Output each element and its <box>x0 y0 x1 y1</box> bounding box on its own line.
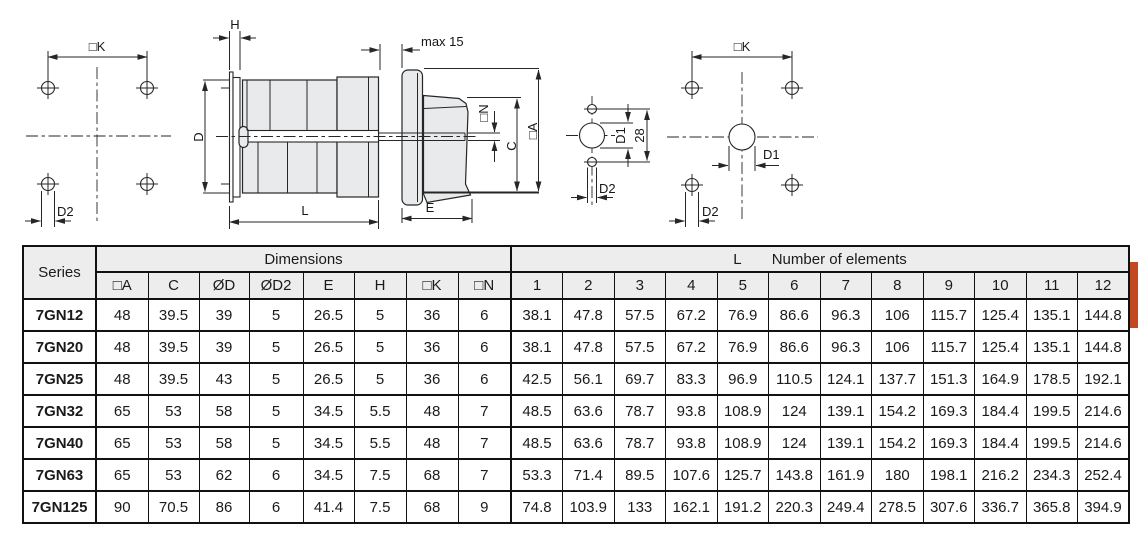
dimension-value-cell: 58 <box>199 395 249 427</box>
front-plate <box>402 70 423 205</box>
mounting-hole <box>37 173 59 195</box>
length-value-cell: 220.3 <box>769 491 821 523</box>
length-value-cell: 107.6 <box>666 459 718 491</box>
length-value-cell: 78.7 <box>614 427 666 459</box>
length-value-cell: 124 <box>769 427 821 459</box>
number-of-elements-label: Number of elements <box>771 250 907 268</box>
length-value-cell: 178.5 <box>1026 363 1078 395</box>
dim-column-header: □A <box>96 272 148 299</box>
dimension-value-cell: 65 <box>96 427 148 459</box>
length-value-cell: 106 <box>872 299 924 331</box>
dimension-value-cell: 5 <box>249 331 303 363</box>
length-value-cell: 164.9 <box>975 363 1027 395</box>
length-value-cell: 124 <box>769 395 821 427</box>
element-count-header: 6 <box>769 272 821 299</box>
length-value-cell: 278.5 <box>872 491 924 523</box>
shaft-hole-d1 <box>580 123 605 148</box>
length-value-cell: 78.7 <box>614 395 666 427</box>
mounting-hole <box>681 77 703 99</box>
element-count-header: 2 <box>563 272 615 299</box>
table-header-group-row <box>23 246 1129 272</box>
length-value-cell: 135.1 <box>1026 331 1078 363</box>
dimension-value-cell: 5 <box>249 427 303 459</box>
dimension-value-cell: 34.5 <box>303 395 354 427</box>
dimension-value-cell: 41.4 <box>303 491 354 523</box>
dimension-value-cell: 6 <box>249 491 303 523</box>
length-value-cell: 216.2 <box>975 459 1027 491</box>
length-value-cell: 199.5 <box>1026 427 1078 459</box>
dimension-value-cell: 9 <box>458 491 511 523</box>
dimension-value-cell: 7 <box>458 395 511 427</box>
dimension-value-cell: 26.5 <box>303 331 354 363</box>
dim-label-d: D <box>191 132 206 142</box>
element-count-header: 10 <box>975 272 1027 299</box>
length-value-cell: 115.7 <box>923 299 975 331</box>
dimension-value-cell: 39.5 <box>148 363 199 395</box>
length-value-cell: 125.4 <box>975 331 1027 363</box>
length-value-cell: 93.8 <box>666 427 718 459</box>
length-value-cell: 115.7 <box>923 331 975 363</box>
length-value-cell: 125.7 <box>717 459 769 491</box>
length-value-cell: 199.5 <box>1026 395 1078 427</box>
length-value-cell: 137.7 <box>872 363 924 395</box>
length-value-cell: 144.8 <box>1078 299 1130 331</box>
length-value-cell: 124.1 <box>820 363 872 395</box>
dim-label-c: C <box>504 141 519 151</box>
length-value-cell: 48.5 <box>511 395 563 427</box>
table-body <box>23 299 1129 523</box>
length-value-cell: 76.9 <box>717 299 769 331</box>
length-value-cell: 214.6 <box>1078 427 1130 459</box>
length-value-cell: 108.9 <box>717 427 769 459</box>
dimension-value-cell: 53 <box>148 459 199 491</box>
dimension-value-cell: 65 <box>96 459 148 491</box>
mounting-hole <box>781 174 803 196</box>
length-value-cell: 63.6 <box>563 395 615 427</box>
dimension-d2 <box>25 191 74 227</box>
dimension-value-cell: 39.5 <box>148 299 199 331</box>
length-value-cell: 86.6 <box>769 331 821 363</box>
length-value-cell: 252.4 <box>1078 459 1130 491</box>
l-header-label: L <box>733 250 742 268</box>
length-value-cell: 96.3 <box>820 299 872 331</box>
elements-header <box>511 246 1129 272</box>
dimension-value-cell: 48 <box>96 363 148 395</box>
table-row <box>23 395 1129 427</box>
dim-column-header: ØD2 <box>249 272 303 299</box>
length-value-cell: 38.1 <box>511 331 563 363</box>
dimension-value-cell: 5 <box>354 331 406 363</box>
dimension-value-cell: 5 <box>249 395 303 427</box>
dimension-value-cell: 58 <box>199 427 249 459</box>
dimension-value-cell: 53 <box>148 395 199 427</box>
dimensions-header-label: Dimensions <box>264 250 343 268</box>
dim-column-header: E <box>303 272 354 299</box>
dim-label-d2: D2 <box>599 181 616 196</box>
dim-label-l: L <box>301 203 309 218</box>
dim-label-d2: D2 <box>702 204 719 219</box>
dimension-value-cell: 62 <box>199 459 249 491</box>
dimension-value-cell: 5 <box>249 363 303 395</box>
dim-label-square-k: □K <box>733 39 751 54</box>
dimension-value-cell: 48 <box>406 395 458 427</box>
dimension-value-cell: 65 <box>96 395 148 427</box>
length-value-cell: 53.3 <box>511 459 563 491</box>
length-value-cell: 151.3 <box>923 363 975 395</box>
dim-column-header: ØD <box>199 272 249 299</box>
element-count-header: 11 <box>1026 272 1078 299</box>
length-value-cell: 110.5 <box>769 363 821 395</box>
knob <box>424 96 471 203</box>
dimension-d2 <box>669 192 719 227</box>
mounting-hole <box>136 77 158 99</box>
dim-label-square-k: □K <box>88 39 106 54</box>
length-value-cell: 106 <box>872 331 924 363</box>
length-value-cell: 184.4 <box>975 427 1027 459</box>
dimension-value-cell: 26.5 <box>303 299 354 331</box>
length-value-cell: 184.4 <box>975 395 1027 427</box>
length-value-cell: 89.5 <box>614 459 666 491</box>
length-value-cell: 191.2 <box>717 491 769 523</box>
length-value-cell: 162.1 <box>666 491 718 523</box>
dimension-d2 <box>571 168 616 204</box>
dimension-value-cell: 6 <box>458 331 511 363</box>
dimension-value-cell: 36 <box>406 363 458 395</box>
length-value-cell: 48.5 <box>511 427 563 459</box>
drawing-mounting-pattern-right <box>667 39 818 227</box>
length-value-cell: 83.3 <box>666 363 718 395</box>
dimension-value-cell: 5 <box>354 363 406 395</box>
length-value-cell: 161.9 <box>820 459 872 491</box>
dim-label-h: H <box>230 17 240 32</box>
dimension-value-cell: 6 <box>249 459 303 491</box>
length-value-cell: 143.8 <box>769 459 821 491</box>
dimension-value-cell: 48 <box>406 427 458 459</box>
dim-label-max15: max 15 <box>421 34 464 49</box>
length-value-cell: 67.2 <box>666 331 718 363</box>
length-value-cell: 135.1 <box>1026 299 1078 331</box>
length-value-cell: 365.8 <box>1026 491 1078 523</box>
mounting-hole <box>136 173 158 195</box>
dimension-value-cell: 36 <box>406 299 458 331</box>
dimension-square-n <box>468 104 500 162</box>
dimension-l <box>230 200 379 229</box>
length-value-cell: 139.1 <box>820 395 872 427</box>
length-value-cell: 214.6 <box>1078 395 1130 427</box>
length-value-cell: 103.9 <box>563 491 615 523</box>
dimension-value-cell: 39 <box>199 331 249 363</box>
drawing-shaft-holes <box>566 96 650 208</box>
center-hole-d1 <box>729 124 755 150</box>
series-cell: 7GN125 <box>23 491 96 523</box>
dimensions-header <box>96 246 511 272</box>
series-header: Series <box>23 246 96 299</box>
length-value-cell: 47.8 <box>563 331 615 363</box>
mounting-hole <box>681 174 703 196</box>
dimensions-table <box>22 245 1130 524</box>
dimension-value-cell: 39.5 <box>148 331 199 363</box>
dimension-h <box>213 17 256 70</box>
element-count-header: 3 <box>614 272 666 299</box>
series-cell: 7GN25 <box>23 363 96 395</box>
length-value-cell: 42.5 <box>511 363 563 395</box>
page-edge-tab <box>1130 262 1138 328</box>
dimension-value-cell: 7 <box>458 427 511 459</box>
dim-column-header: H <box>354 272 406 299</box>
dimension-value-cell: 53 <box>148 427 199 459</box>
dim-label-square-n: □N <box>476 104 491 122</box>
table-row <box>23 331 1129 363</box>
dim-label-e: E <box>425 200 435 215</box>
dimension-c <box>504 99 519 191</box>
length-value-cell: 57.5 <box>614 331 666 363</box>
dimension-value-cell: 5 <box>249 299 303 331</box>
length-value-cell: 307.6 <box>923 491 975 523</box>
table-row <box>23 427 1129 459</box>
dimension-value-cell: 48 <box>96 331 148 363</box>
dim-column-header: □K <box>406 272 458 299</box>
element-count-header: 9 <box>923 272 975 299</box>
mounting-hole <box>37 77 59 99</box>
dimension-square-k <box>48 39 147 79</box>
length-value-cell: 63.6 <box>563 427 615 459</box>
length-value-cell: 192.1 <box>1078 363 1130 395</box>
dimension-value-cell: 7.5 <box>354 491 406 523</box>
length-value-cell: 74.8 <box>511 491 563 523</box>
length-value-cell: 57.5 <box>614 299 666 331</box>
element-count-header: 12 <box>1078 272 1130 299</box>
dimension-value-cell: 6 <box>458 363 511 395</box>
dim-column-header: C <box>148 272 199 299</box>
series-cell: 7GN20 <box>23 331 96 363</box>
dimension-value-cell: 36 <box>406 331 458 363</box>
length-value-cell: 249.4 <box>820 491 872 523</box>
dimension-value-cell: 39 <box>199 299 249 331</box>
table-row <box>23 299 1129 331</box>
length-value-cell: 144.8 <box>1078 331 1130 363</box>
length-value-cell: 38.1 <box>511 299 563 331</box>
mounting-hole <box>781 77 803 99</box>
length-value-cell: 108.9 <box>717 395 769 427</box>
dimension-value-cell: 70.5 <box>148 491 199 523</box>
length-value-cell: 154.2 <box>872 395 924 427</box>
dimension-value-cell: 34.5 <box>303 427 354 459</box>
length-value-cell: 234.3 <box>1026 459 1078 491</box>
length-value-cell: 67.2 <box>666 299 718 331</box>
length-value-cell: 154.2 <box>872 427 924 459</box>
dim-label-square-a: □A <box>525 122 540 140</box>
element-count-header: 7 <box>820 272 872 299</box>
series-cell: 7GN12 <box>23 299 96 331</box>
length-value-cell: 139.1 <box>820 427 872 459</box>
dimension-max15 <box>361 34 464 70</box>
length-value-cell: 169.3 <box>923 395 975 427</box>
dimension-value-cell: 26.5 <box>303 363 354 395</box>
length-value-cell: 76.9 <box>717 331 769 363</box>
length-value-cell: 69.7 <box>614 363 666 395</box>
dimension-value-cell: 48 <box>96 299 148 331</box>
dim-column-header: □N <box>458 272 511 299</box>
length-value-cell: 56.1 <box>563 363 615 395</box>
length-value-cell: 133 <box>614 491 666 523</box>
length-value-cell: 125.4 <box>975 299 1027 331</box>
length-value-cell: 180 <box>872 459 924 491</box>
drawing-side-view <box>191 17 540 229</box>
dim-label-d1: D1 <box>613 127 628 144</box>
length-value-cell: 394.9 <box>1078 491 1130 523</box>
technical-drawings <box>0 0 1138 243</box>
table-header-cols-row <box>23 272 1129 299</box>
length-value-cell: 96.3 <box>820 331 872 363</box>
dimension-value-cell: 5.5 <box>354 395 406 427</box>
length-value-cell: 86.6 <box>769 299 821 331</box>
element-count-header: 4 <box>666 272 718 299</box>
length-value-cell: 198.1 <box>923 459 975 491</box>
length-value-cell: 96.9 <box>717 363 769 395</box>
dim-label-d1: D1 <box>763 147 780 162</box>
element-count-header: 1 <box>511 272 563 299</box>
drawing-mounting-pattern-left <box>25 39 171 227</box>
dimension-value-cell: 90 <box>96 491 148 523</box>
dimension-value-cell: 5.5 <box>354 427 406 459</box>
element-count-header: 8 <box>872 272 924 299</box>
dimension-square-a <box>525 70 540 191</box>
length-value-cell: 169.3 <box>923 427 975 459</box>
table-row <box>23 363 1129 395</box>
dimension-value-cell: 6 <box>458 299 511 331</box>
length-value-cell: 336.7 <box>975 491 1027 523</box>
dimension-value-cell: 43 <box>199 363 249 395</box>
dim-label-d2: D2 <box>57 204 74 219</box>
series-cell: 7GN63 <box>23 459 96 491</box>
dimension-value-cell: 86 <box>199 491 249 523</box>
table-row <box>23 491 1129 523</box>
length-value-cell: 71.4 <box>563 459 615 491</box>
series-cell: 7GN32 <box>23 395 96 427</box>
dimension-value-cell: 5 <box>354 299 406 331</box>
dimensions-table-wrap <box>22 245 1130 524</box>
dimension-value-cell: 68 <box>406 491 458 523</box>
length-value-cell: 47.8 <box>563 299 615 331</box>
element-count-header: 5 <box>717 272 769 299</box>
table-row <box>23 459 1129 491</box>
length-value-cell: 93.8 <box>666 395 718 427</box>
dimension-value-cell: 7.5 <box>354 459 406 491</box>
dimension-value-cell: 7 <box>458 459 511 491</box>
dimension-value-cell: 68 <box>406 459 458 491</box>
dim-label-28: 28 <box>632 128 647 143</box>
dimension-value-cell: 34.5 <box>303 459 354 491</box>
series-cell: 7GN40 <box>23 427 96 459</box>
